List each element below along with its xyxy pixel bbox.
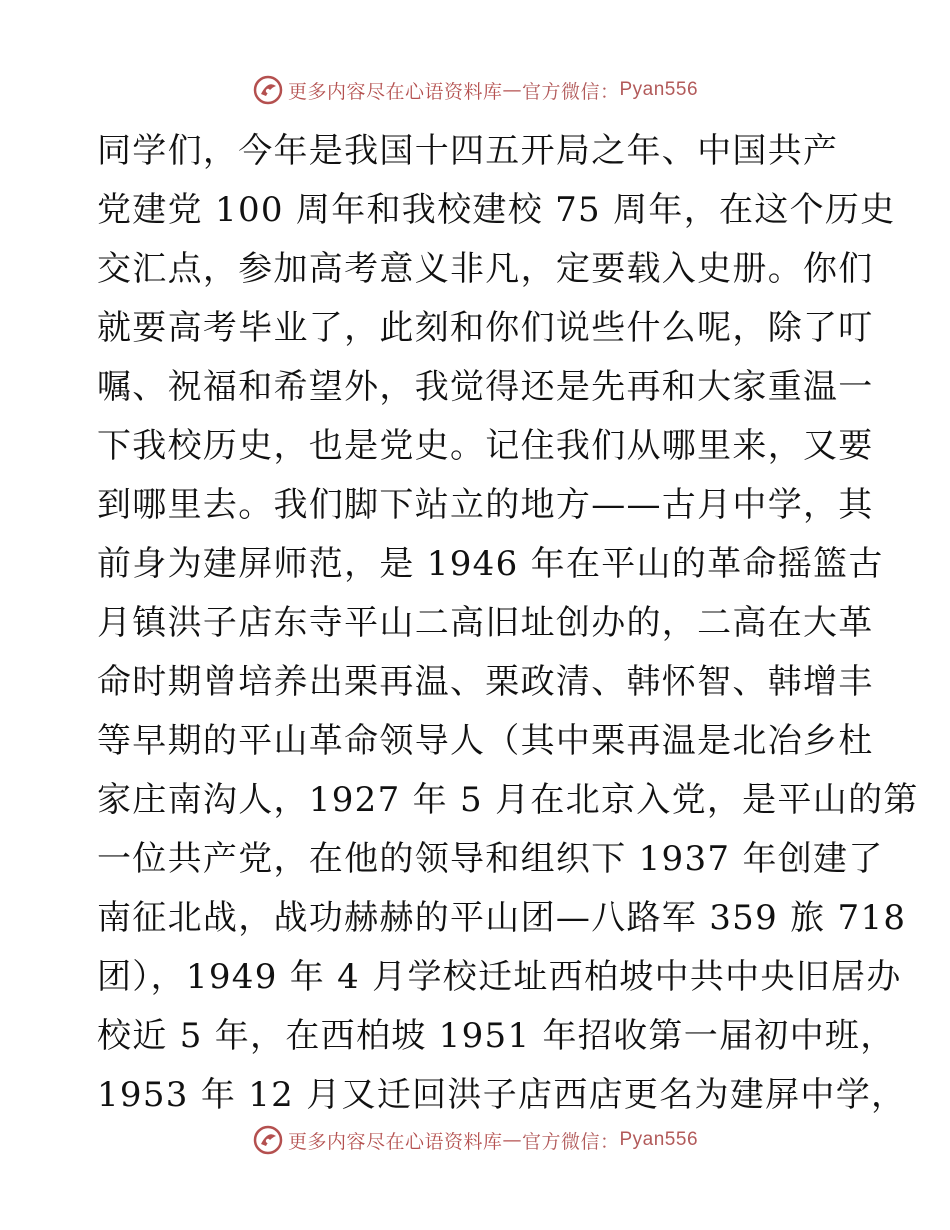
body-line: 到哪里去。我们脚下站立的地方——古月中学，其 <box>97 485 874 525</box>
watermark-wechat-id: Pyan556 <box>619 1129 699 1150</box>
body-line: 党建党 100 周年和我校建校 75 周年，在这个历史 <box>97 190 896 230</box>
body-line: 交汇点，参加高考意义非凡，定要载入史册。你们 <box>97 249 874 289</box>
seal-logo-icon <box>252 74 284 106</box>
body-line: 南征北战，战功赫赫的平山团—八路军 359 旅 718 <box>97 898 907 938</box>
watermark-separator: — <box>502 79 522 101</box>
watermark-wechat-label: 官方微信： <box>521 80 620 103</box>
body-line: 同学们，今年是我国十四五开局之年、中国共产 <box>97 131 839 171</box>
body-line: 等早期的平山革命领导人（其中栗再温是北冶乡杜 <box>97 721 874 761</box>
seal-logo-icon <box>252 1124 284 1156</box>
watermark-text: 更多内容尽在心语资料库 <box>287 80 503 103</box>
watermark-separator: — <box>502 1129 522 1151</box>
body-line: 一位共产党，在他的领导和组织下 1937 年创建了 <box>97 839 884 879</box>
body-line: 前身为建屏师范，是 1946 年在平山的革命摇篮古 <box>97 544 884 584</box>
watermark-text: 更多内容尽在心语资料库 <box>287 1130 503 1153</box>
body-line: 就要高考毕业了，此刻和你们说些什么呢，除了叮 <box>97 308 874 348</box>
body-line: 校近 5 年，在西柏坡 1951 年招收第一届初中班， <box>97 1016 896 1056</box>
body-line: 命时期曾培养出栗再温、栗政清、韩怀智、韩增丰 <box>97 662 874 702</box>
body-line: 团），1949 年 4 月学校迁址西柏坡中共中央旧居办 <box>97 957 902 997</box>
body-line: 嘱、祝福和希望外，我觉得还是先再和大家重温一 <box>97 367 874 407</box>
body-line: 1953 年 12 月又迁回洪子店西店更名为建屏中学， <box>97 1075 907 1115</box>
body-line: 下我校历史，也是党史。记住我们从哪里来，又要 <box>97 426 874 466</box>
header-watermark <box>0 70 950 110</box>
footer-watermark <box>0 1120 950 1160</box>
watermark-wechat-label: 官方微信： <box>521 1130 620 1153</box>
body-line: 家庄南沟人，1927 年 5 月在北京入党，是平山的第 <box>97 780 919 820</box>
watermark-wechat-id: Pyan556 <box>619 79 699 100</box>
body-line: 月镇洪子店东寺平山二高旧址创办的，二高在大革 <box>97 603 874 643</box>
document-body <box>97 122 919 1125</box>
